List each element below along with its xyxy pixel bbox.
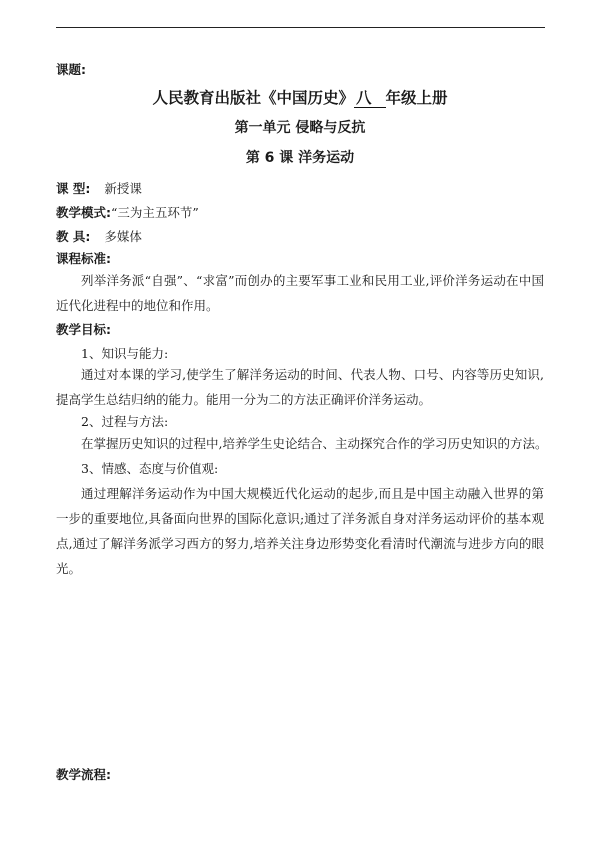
course-standard-text: 列举洋务派“自强”、“求富”而创办的主要军事工业和民用工业,评价洋务运动在中国近代化进程中的地位和作用。: [56, 273, 544, 313]
book-title-prefix: 人民教育出版社《中国历史》: [152, 89, 354, 107]
teaching-goals-label: 教学目标:: [56, 322, 111, 337]
goal-2-title: 2、过程与方法:: [81, 414, 169, 429]
unit-title: 第一单元 侵略与反抗: [234, 120, 366, 136]
goal-2-text: 在掌握历史知识的过程中,培养学生史论结合、主动探究合作的学习历史知识的方法。: [81, 436, 548, 451]
course-standard-label: 课程标准:: [56, 251, 111, 266]
lesson-type-value: 新授课: [104, 181, 142, 196]
lesson-type-row: [56, 181, 142, 197]
grade-blank: 八: [354, 90, 386, 108]
teaching-tools-label: 教 具:: [56, 229, 91, 244]
goal-3-title: 3、情感、态度与价值观:: [81, 461, 219, 476]
teaching-process-label: 教学流程:: [56, 767, 111, 782]
teaching-tools-value: 多媒体: [104, 229, 142, 244]
teaching-tools-row: [56, 229, 142, 245]
goal-3-text: 通过理解洋务运动作为中国大规模近代化运动的起步,而且是中国主动融入世界的第一步的重要地位,具备面向世界的国际化意识;通过了洋务派自身对洋务运动评价的基本观点,通过了解洋务派学习西方的努力,培养关注身边形势变化看清时代潮流与进步方向的眼光。: [56, 486, 544, 576]
teaching-mode-value: “三为主五环节”: [111, 205, 199, 220]
goal-1-title: 1、知识与能力:: [81, 346, 169, 361]
teaching-mode-row: [56, 205, 199, 221]
book-title-suffix: 年级上册: [385, 89, 448, 107]
teaching-mode-label: 教学模式:: [56, 205, 111, 220]
goal-1-text: 通过对本课的学习,使学生了解洋务运动的时间、代表人物、口号、内容等历史知识,提高学生总结归纳的能力。能用一分为二的方法正确评价洋务运动。: [56, 367, 544, 407]
header-rule: [56, 27, 545, 28]
lesson-title: 第 6 课 洋务运动: [245, 150, 355, 166]
topic-label: 课题:: [56, 62, 86, 77]
lesson-type-label: 课 型:: [56, 181, 91, 196]
book-title: [0, 88, 600, 108]
